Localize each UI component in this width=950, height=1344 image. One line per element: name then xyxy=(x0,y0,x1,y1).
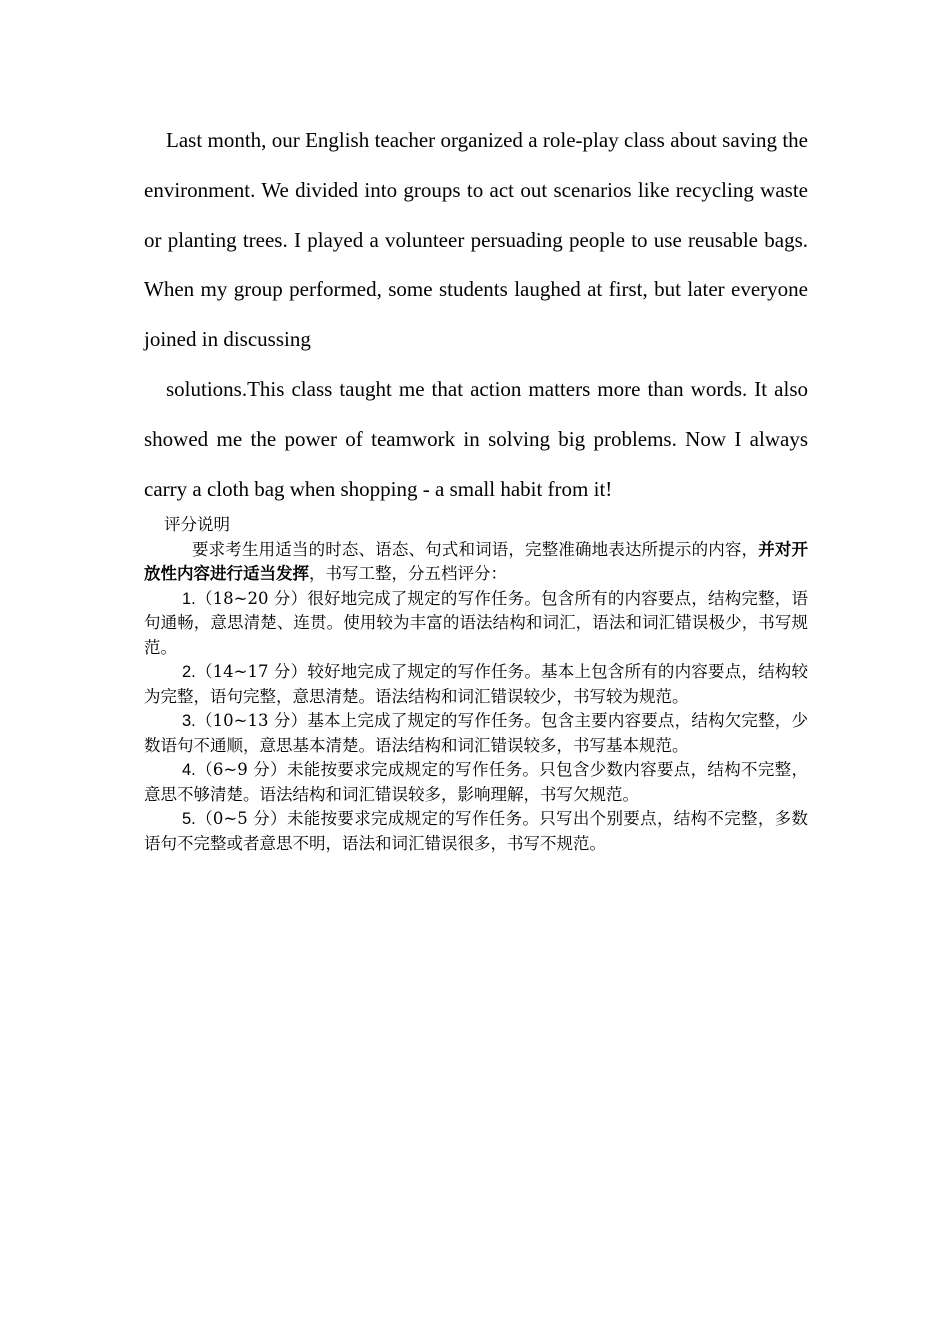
level-description: 基本上完成了规定的写作任务。包含主要内容要点，结构欠完整，少数语句不通顺，意思基本清楚。语法结构和词汇错误较多，书写基本规范。 xyxy=(144,711,809,755)
scoring-intro-emphasis: 并对开放性内容进行适当发挥 xyxy=(144,539,809,583)
scoring-levels-list xyxy=(144,587,808,857)
scoring-intro xyxy=(144,538,808,587)
level-description: 很好地完成了规定的写作任务。包含所有的内容要点，结构完整，语句通畅，意思清楚、连贯。使用较为丰富的语法结构和词汇，语法和词汇错误极少，书写规范。 xyxy=(144,588,809,657)
level-number: 2. xyxy=(182,663,196,681)
scoring-heading: 评分说明 xyxy=(164,515,230,534)
scoring-level-4 xyxy=(144,758,808,807)
essay-paragraph: solutions.This class taught me that action matters more than words. It also showed me the power of teamwork in solving big problems. Now I always carry a cloth bag when shopping - a small habit from it! xyxy=(144,376,808,501)
essay-paragraph: Last month, our English teacher organized a role-play class about saving the environment. We divided into groups to act out scenarios like recycling waste or planting trees. I played a volunteer persuading people to use reusable bags. When my group performed, some students laughed at first, but later everyone joined in discussing xyxy=(144,128,808,352)
scoring-level-1 xyxy=(144,587,808,661)
level-range: （14~17 分） xyxy=(195,662,308,681)
scoring-section xyxy=(144,513,808,856)
scoring-intro-tail: ，书写工整，分五档评分： xyxy=(309,564,507,583)
level-range: （0~5 分） xyxy=(195,809,287,828)
essay-body xyxy=(144,116,808,514)
scoring-level-5 xyxy=(144,807,808,856)
level-number: 3. xyxy=(182,712,196,730)
scoring-level-3 xyxy=(144,709,808,758)
level-number: 1. xyxy=(182,589,196,608)
level-range: （18~20 分） xyxy=(195,588,308,608)
scoring-level-2 xyxy=(144,660,808,709)
level-description: 未能按要求完成规定的写作任务。只写出个别要点，结构不完整，多数语句不完整或者意思不明，语法和词汇错误很多，书写不规范。 xyxy=(144,809,809,853)
scoring-intro-text: 要求考生用适当的时态、语态、句式和词语，完整准确地表达所提示的内容， xyxy=(192,539,759,559)
level-description: 未能按要求完成规定的写作任务。只包含少数内容要点，结构不完整，意思不够清楚。语法结构和词汇错误较多，影响理解，书写欠规范。 xyxy=(144,760,809,804)
level-number: 4. xyxy=(182,761,196,779)
level-description: 较好地完成了规定的写作任务。基本上包含所有的内容要点，结构较为完整，语句完整，意思清楚。语法结构和词汇错误较少，书写较为规范。 xyxy=(144,662,809,706)
level-range: （6~9 分） xyxy=(195,760,287,779)
level-range: （10~13 分） xyxy=(195,711,308,730)
level-number: 5. xyxy=(182,810,196,828)
